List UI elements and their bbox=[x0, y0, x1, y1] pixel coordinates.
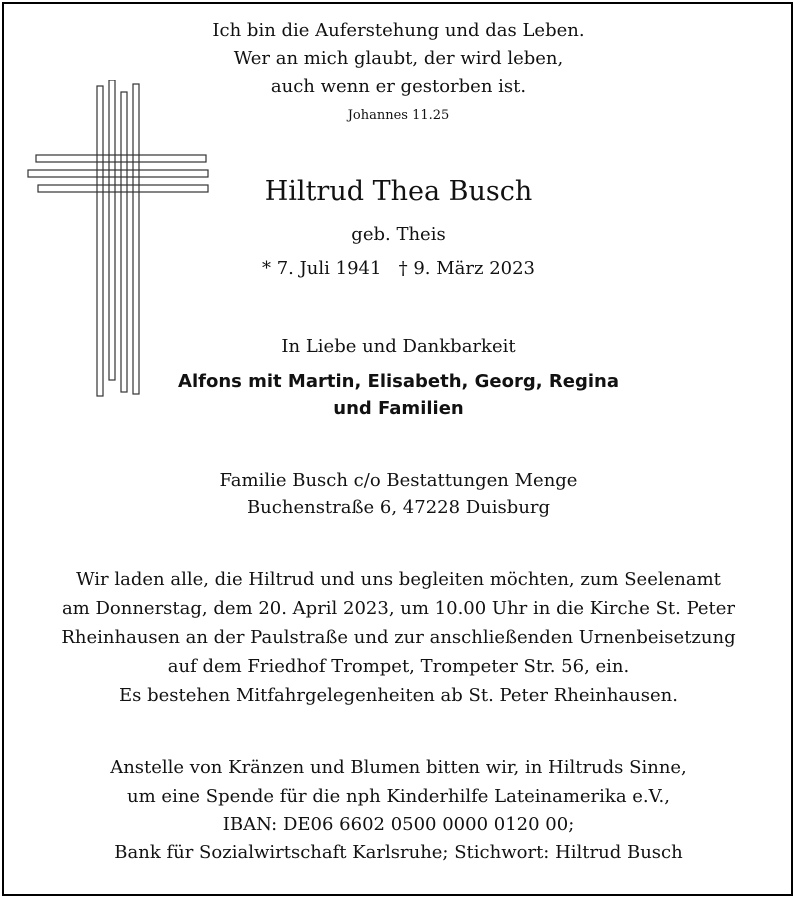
invitation-line: auf dem Friedhof Trompet, Trompeter Str. 56, ein. bbox=[167, 656, 630, 677]
deceased-name: Hiltrud Thea Busch bbox=[264, 176, 533, 207]
mourners-names: und Familien bbox=[333, 398, 464, 419]
verse-line: Wer an mich glaubt, der wird leben, bbox=[233, 48, 564, 69]
verse-reference: Johannes 11.25 bbox=[347, 108, 450, 123]
birth-name: geb. Theis bbox=[351, 224, 446, 245]
mourners-intro: In Liebe und Dankbarkeit bbox=[281, 336, 516, 357]
invitation-line: Wir laden alle, die Hiltrud und uns begleiten möchten, zum Seelenamt bbox=[76, 569, 721, 590]
donation-line: IBAN: DE06 6602 0500 0000 0120 00; bbox=[222, 814, 575, 835]
address-line: Familie Busch c/o Bestattungen Menge bbox=[219, 470, 578, 491]
invitation-line: am Donnerstag, dem 20. April 2023, um 10.00 Uhr in die Kirche St. Peter bbox=[61, 598, 736, 619]
invitation-line: Es bestehen Mitfahrgelegenheiten ab St. Peter Rheinhausen. bbox=[119, 685, 678, 706]
donation-line: um eine Spende für die nph Kinderhilfe Lateinamerika e.V., bbox=[127, 786, 670, 807]
life-dates: * 7. Juli 1941 † 9. März 2023 bbox=[261, 258, 536, 279]
donation-line: Bank für Sozialwirtschaft Karlsruhe; Stichwort: Hiltrud Busch bbox=[114, 842, 683, 863]
verse-line: auch wenn er gestorben ist. bbox=[270, 76, 527, 97]
invitation-line: Rheinhausen an der Paulstraße und zur anschließenden Urnenbeisetzung bbox=[61, 627, 736, 648]
donation-line: Anstelle von Kränzen und Blumen bitten wir, in Hiltruds Sinne, bbox=[110, 757, 687, 778]
address-line: Buchenstraße 6, 47228 Duisburg bbox=[246, 497, 551, 518]
mourners-names: Alfons mit Martin, Elisabeth, Georg, Regina bbox=[178, 371, 619, 392]
verse-line: Ich bin die Auferstehung und das Leben. bbox=[212, 20, 585, 41]
